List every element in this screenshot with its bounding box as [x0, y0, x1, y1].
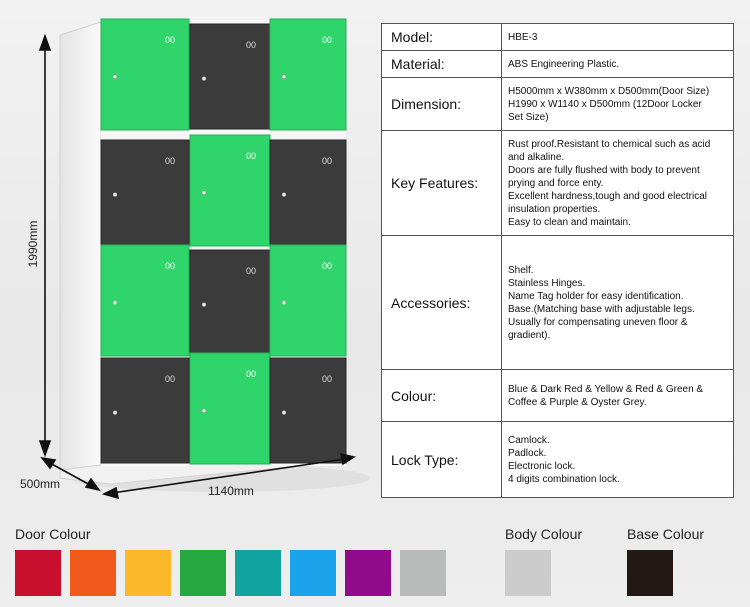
accessories-label: Accessories: — [382, 236, 502, 370]
door-lock-icon — [202, 191, 206, 195]
locker-side-panel — [60, 22, 101, 470]
door-number-label: 00 — [165, 261, 176, 271]
model-value: HBE-3 — [502, 24, 734, 51]
locker-drawing — [0, 0, 380, 520]
key-features-line: prying and force enty. — [508, 177, 604, 189]
locker-doors — [101, 19, 346, 464]
spec-row-accessories — [382, 236, 734, 370]
lock-type-line: Padlock. — [508, 447, 547, 459]
key-features-line: and alkaline. — [508, 151, 565, 163]
spec-row-model — [382, 24, 734, 51]
lock-type-value — [502, 422, 734, 498]
key-features-line: Excellent hardness,tough and good electrical — [508, 190, 708, 202]
locker-door — [270, 19, 346, 130]
dimension-value — [502, 78, 734, 131]
door-lock-icon — [113, 411, 117, 415]
dimension-line: H1990 x W1140 x D500mm (12Door Locker — [508, 98, 702, 110]
door-lock-icon — [282, 301, 286, 305]
lock-type-line: Camlock. — [508, 434, 550, 446]
height-arrow-bottom — [40, 441, 50, 455]
key-features-value — [502, 131, 734, 236]
width-label: 1140mm — [208, 484, 254, 498]
door-lock-icon — [282, 75, 286, 79]
key-features-line: Doors are fully flushed with body to prevent — [508, 164, 700, 176]
door-colour-swatch[interactable] — [290, 550, 336, 596]
door-lock-icon — [282, 193, 286, 197]
locker-door — [101, 245, 189, 356]
spec-row-lock-type — [382, 422, 734, 498]
key-features-line: Easy to clean and maintain. — [508, 216, 631, 228]
door-colour-swatch[interactable] — [180, 550, 226, 596]
height-label: 1990mm — [26, 220, 40, 268]
spec-row-key-features — [382, 131, 734, 236]
depth-arrow-left — [42, 458, 55, 468]
locker-door — [270, 245, 346, 356]
door-colour-title: Door Colour — [15, 526, 91, 542]
spec-row-colour — [382, 370, 734, 422]
material-label: Material: — [382, 51, 502, 78]
locker-door — [270, 358, 346, 463]
door-colour-swatch[interactable] — [345, 550, 391, 596]
locker-door — [190, 353, 270, 464]
height-arrow-top — [40, 36, 50, 50]
door-number-label: 00 — [322, 261, 333, 271]
body-colour-swatch[interactable] — [505, 550, 551, 596]
colour-value — [502, 370, 734, 422]
accessories-line: Usually for compensating uneven floor & — [508, 316, 688, 328]
door-number-label: 00 — [322, 156, 333, 166]
locker-door — [101, 19, 189, 130]
base-colour-swatch[interactable] — [627, 550, 673, 596]
material-value: ABS Engineering Plastic. — [502, 51, 734, 78]
door-number-label: 00 — [165, 374, 176, 384]
locker-door — [190, 24, 270, 129]
door-lock-icon — [282, 411, 286, 415]
key-features-label: Key Features: — [382, 131, 502, 236]
dimension-line: Set Size) — [508, 111, 549, 123]
key-features-line: Rust proof.Resistant to chemical such as acid — [508, 138, 711, 150]
lock-type-line: 4 digits combination lock. — [508, 473, 620, 485]
door-lock-icon — [202, 409, 206, 413]
door-colour-swatch[interactable] — [400, 550, 446, 596]
spec-table — [381, 23, 734, 498]
door-number-label: 00 — [246, 151, 257, 161]
width-arrow-left — [104, 488, 118, 498]
door-colour-swatch[interactable] — [15, 550, 61, 596]
door-lock-icon — [113, 193, 117, 197]
door-number-label: 00 — [322, 35, 333, 45]
spec-row-dimension — [382, 78, 734, 131]
lock-type-label: Lock Type: — [382, 422, 502, 498]
locker-door — [270, 140, 346, 245]
spec-row-material — [382, 51, 734, 78]
door-number-label: 00 — [246, 266, 257, 276]
accessories-line: gradient). — [508, 329, 551, 341]
door-lock-icon — [113, 301, 117, 305]
door-lock-icon — [113, 75, 117, 79]
dimension-line: H5000mm x W380mm x D500mm(Door Size) — [508, 85, 710, 97]
door-colour-swatch[interactable] — [125, 550, 171, 596]
accessories-line: Shelf. — [508, 264, 534, 276]
door-number-label: 00 — [246, 40, 257, 50]
key-features-line: insulation properties. — [508, 203, 601, 215]
accessories-line: Name Tag holder for easy identification. — [508, 290, 684, 302]
door-lock-icon — [202, 77, 206, 81]
body-colour-title: Body Colour — [505, 526, 583, 542]
base-colour-title: Base Colour — [627, 526, 705, 542]
locker-illustration — [0, 0, 380, 520]
dimension-label: Dimension: — [382, 78, 502, 131]
depth-label: 500mm — [20, 477, 61, 491]
accessories-value — [502, 236, 734, 370]
door-number-label: 00 — [246, 369, 257, 379]
locker-door — [190, 135, 270, 246]
door-number-label: 00 — [165, 156, 176, 166]
door-number-label: 00 — [322, 374, 333, 384]
colour-line: Coffee & Purple & Oyster Grey. — [508, 396, 647, 408]
model-label: Model: — [382, 24, 502, 51]
colour-line: Blue & Dark Red & Yellow & Red & Green & — [508, 383, 704, 395]
accessories-line: Stainless Hinges. — [508, 277, 586, 289]
door-colour-swatch[interactable] — [70, 550, 116, 596]
locker-door — [190, 250, 270, 355]
door-colour-swatch[interactable] — [235, 550, 281, 596]
width-arrow-right — [341, 454, 354, 464]
door-lock-icon — [202, 303, 206, 307]
colour-label: Colour: — [382, 370, 502, 422]
door-number-label: 00 — [165, 35, 176, 45]
lock-type-line: Electronic lock. — [508, 460, 576, 472]
accessories-line: Base.(Matching base with adjustable legs. — [508, 303, 695, 315]
